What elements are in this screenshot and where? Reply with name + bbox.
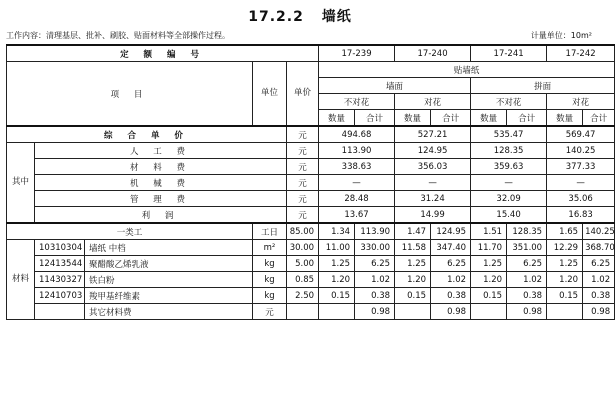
summary-unit: 元 bbox=[287, 126, 319, 143]
cost-label: 利 润 bbox=[35, 207, 287, 224]
material-qty: 0.15 bbox=[547, 288, 583, 304]
code-cell: 17-241 bbox=[471, 45, 547, 62]
material-row bbox=[7, 288, 615, 304]
material-row bbox=[7, 272, 615, 288]
cost-value: — bbox=[547, 175, 615, 191]
labor-total: 113.90 bbox=[355, 223, 395, 240]
cost-value: 28.48 bbox=[319, 191, 395, 207]
material-total: 0.38 bbox=[431, 288, 471, 304]
material-total: 6.25 bbox=[583, 256, 615, 272]
material-price: 30.00 bbox=[287, 240, 319, 256]
labor-qty: 1.65 bbox=[547, 223, 583, 240]
total-label: 合计 bbox=[583, 110, 615, 127]
cost-unit: 元 bbox=[287, 207, 319, 224]
summary-value: 535.47 bbox=[471, 126, 547, 143]
material-code: 12413544 bbox=[35, 256, 85, 272]
material-price bbox=[287, 304, 319, 320]
material-unit: kg bbox=[253, 272, 287, 288]
material-row bbox=[7, 240, 615, 256]
material-qty: 1.20 bbox=[319, 272, 355, 288]
material-qty: 1.20 bbox=[547, 272, 583, 288]
cost-row bbox=[7, 159, 615, 175]
cost-value: 31.24 bbox=[395, 191, 471, 207]
summary-row bbox=[7, 126, 615, 143]
quota-table bbox=[6, 44, 615, 320]
cost-unit: 元 bbox=[287, 191, 319, 207]
group-row bbox=[7, 62, 615, 78]
material-name: 聚醋酸乙烯乳液 bbox=[85, 256, 253, 272]
material-total: 6.25 bbox=[431, 256, 471, 272]
material-total: 1.02 bbox=[431, 272, 471, 288]
cost-value: — bbox=[471, 175, 547, 191]
cost-value: 359.63 bbox=[471, 159, 547, 175]
code-cell: 17-240 bbox=[395, 45, 471, 62]
cost-row bbox=[7, 207, 615, 224]
item-label: 项 目 bbox=[7, 62, 253, 127]
material-total: 368.70 bbox=[583, 240, 615, 256]
material-code bbox=[35, 304, 85, 320]
materials-label: 材料 bbox=[7, 240, 35, 320]
cost-value: 140.25 bbox=[547, 143, 615, 159]
qty-label: 数量 bbox=[547, 110, 583, 127]
material-total: 0.98 bbox=[355, 304, 395, 320]
material-total: 0.98 bbox=[431, 304, 471, 320]
cost-value: 356.03 bbox=[395, 159, 471, 175]
material-qty: 1.20 bbox=[471, 272, 507, 288]
cost-unit: 元 bbox=[287, 143, 319, 159]
material-total: 351.00 bbox=[507, 240, 547, 256]
codes-row bbox=[7, 45, 615, 62]
material-qty: 1.25 bbox=[319, 256, 355, 272]
subgroup-cell: 拼面 bbox=[471, 78, 615, 94]
material-total: 0.38 bbox=[583, 288, 615, 304]
group-label: 贴墙纸 bbox=[319, 62, 615, 78]
material-qty: 1.20 bbox=[395, 272, 431, 288]
material-qty bbox=[547, 304, 583, 320]
material-code: 11430327 bbox=[35, 272, 85, 288]
cost-label: 人 工 费 bbox=[35, 143, 287, 159]
cost-value: 16.83 bbox=[547, 207, 615, 224]
material-qty: 12.29 bbox=[547, 240, 583, 256]
cost-value: 35.06 bbox=[547, 191, 615, 207]
section-title: 墙纸 bbox=[321, 9, 352, 25]
material-qty bbox=[395, 304, 431, 320]
cost-value: 338.63 bbox=[319, 159, 395, 175]
material-price: 2.50 bbox=[287, 288, 319, 304]
labor-total: 128.35 bbox=[507, 223, 547, 240]
material-qty: 1.25 bbox=[471, 256, 507, 272]
cost-value: 128.35 bbox=[471, 143, 547, 159]
cost-value: 13.67 bbox=[319, 207, 395, 224]
labor-qty: 1.51 bbox=[471, 223, 507, 240]
material-name: 铁白粉 bbox=[85, 272, 253, 288]
labor-label: 一类工 bbox=[7, 223, 253, 240]
among-label: 其中 bbox=[7, 143, 35, 224]
unit-label: 单位 bbox=[253, 62, 287, 127]
cost-value: 15.40 bbox=[471, 207, 547, 224]
cost-value: 32.09 bbox=[471, 191, 547, 207]
labor-row bbox=[7, 223, 615, 240]
material-total: 347.40 bbox=[431, 240, 471, 256]
cost-label: 管 理 费 bbox=[35, 191, 287, 207]
cost-unit: 元 bbox=[287, 159, 319, 175]
material-unit: m² bbox=[253, 240, 287, 256]
cost-value: 124.95 bbox=[395, 143, 471, 159]
cost-label: 材 料 费 bbox=[35, 159, 287, 175]
material-code: 10310304 bbox=[35, 240, 85, 256]
pattern-cell: 不对花 bbox=[319, 94, 395, 110]
cost-label: 机 械 费 bbox=[35, 175, 287, 191]
material-row bbox=[7, 304, 615, 320]
cost-value: 377.33 bbox=[547, 159, 615, 175]
summary-value: 494.68 bbox=[319, 126, 395, 143]
unit-note: 计量单位：10m² bbox=[530, 31, 592, 40]
material-qty: 1.25 bbox=[395, 256, 431, 272]
material-total: 330.00 bbox=[355, 240, 395, 256]
cost-row bbox=[7, 143, 615, 159]
material-code: 12410703 bbox=[35, 288, 85, 304]
cost-row bbox=[7, 175, 615, 191]
pattern-cell: 对花 bbox=[547, 94, 615, 110]
summary-value: 569.47 bbox=[547, 126, 615, 143]
labor-unit: 工日 bbox=[253, 223, 287, 240]
qty-label: 数量 bbox=[471, 110, 507, 127]
total-label: 合计 bbox=[355, 110, 395, 127]
work-content: 工作内容：清理基层、批补、刷胶、贴面材料等全部操作过程。 bbox=[6, 31, 230, 40]
material-unit: 元 bbox=[253, 304, 287, 320]
material-qty: 0.15 bbox=[471, 288, 507, 304]
material-qty: 0.15 bbox=[395, 288, 431, 304]
labor-total: 124.95 bbox=[431, 223, 471, 240]
material-total: 0.38 bbox=[355, 288, 395, 304]
labor-price: 85.00 bbox=[287, 223, 319, 240]
material-name: 羧甲基纤维素 bbox=[85, 288, 253, 304]
material-total: 0.38 bbox=[507, 288, 547, 304]
code-cell: 17-242 bbox=[547, 45, 615, 62]
price-label: 单价 bbox=[287, 62, 319, 127]
material-total: 1.02 bbox=[355, 272, 395, 288]
section-number: 17.2.2 bbox=[248, 9, 304, 25]
summary-value: 527.21 bbox=[395, 126, 471, 143]
material-row bbox=[7, 256, 615, 272]
quota-label: 定 额 编 号 bbox=[7, 45, 319, 62]
cost-row bbox=[7, 191, 615, 207]
material-qty: 1.25 bbox=[547, 256, 583, 272]
material-price: 0.85 bbox=[287, 272, 319, 288]
material-qty: 11.58 bbox=[395, 240, 431, 256]
cost-unit: 元 bbox=[287, 175, 319, 191]
cost-value: 14.99 bbox=[395, 207, 471, 224]
labor-qty: 1.34 bbox=[319, 223, 355, 240]
pattern-cell: 不对花 bbox=[471, 94, 547, 110]
total-label: 合计 bbox=[507, 110, 547, 127]
material-name: 墙纸 中档 bbox=[85, 240, 253, 256]
material-qty bbox=[319, 304, 355, 320]
material-qty: 0.15 bbox=[319, 288, 355, 304]
material-total: 6.25 bbox=[507, 256, 547, 272]
material-qty: 11.00 bbox=[319, 240, 355, 256]
page-title bbox=[0, 6, 600, 26]
material-unit: kg bbox=[253, 256, 287, 272]
material-unit: kg bbox=[253, 288, 287, 304]
material-total: 6.25 bbox=[355, 256, 395, 272]
material-price: 5.00 bbox=[287, 256, 319, 272]
qty-label: 数量 bbox=[319, 110, 355, 127]
total-label: 合计 bbox=[431, 110, 471, 127]
material-qty bbox=[471, 304, 507, 320]
material-total: 1.02 bbox=[507, 272, 547, 288]
material-total: 0.98 bbox=[507, 304, 547, 320]
labor-qty: 1.47 bbox=[395, 223, 431, 240]
code-cell: 17-239 bbox=[319, 45, 395, 62]
cost-value: — bbox=[395, 175, 471, 191]
material-total: 1.02 bbox=[583, 272, 615, 288]
material-total: 0.98 bbox=[583, 304, 615, 320]
cost-value: — bbox=[319, 175, 395, 191]
labor-total: 140.25 bbox=[583, 223, 615, 240]
pattern-cell: 对花 bbox=[395, 94, 471, 110]
material-qty: 11.70 bbox=[471, 240, 507, 256]
subgroup-cell: 墙面 bbox=[319, 78, 471, 94]
qty-label: 数量 bbox=[395, 110, 431, 127]
material-name: 其它材料费 bbox=[85, 304, 253, 320]
summary-label: 综 合 单 价 bbox=[7, 126, 287, 143]
cost-value: 113.90 bbox=[319, 143, 395, 159]
